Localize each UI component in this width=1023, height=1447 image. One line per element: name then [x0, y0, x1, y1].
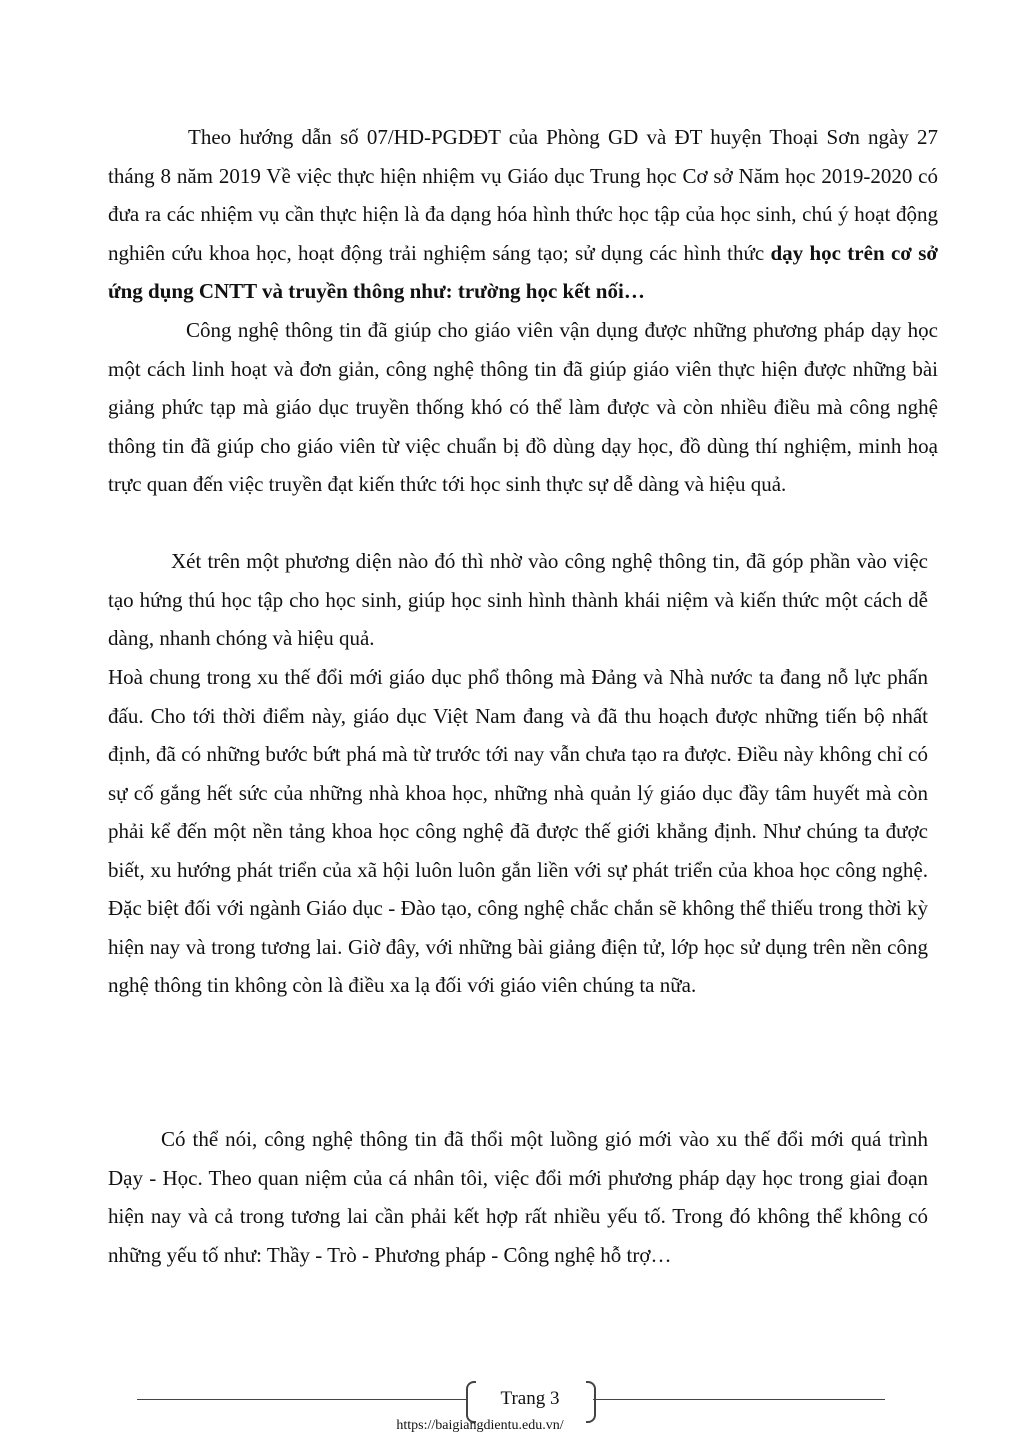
paragraph-2: Công nghệ thông tin đã giúp cho giáo viên vận dụng được những phương pháp dạy học một cách linh hoạt và đơn giản, công nghệ thông tin đã giúp giáo viên thực hiện được những bài giảng phức tạp mà giáo dục truyền thống khó có thể làm được và còn nhiều điều mà công nghệ thông tin đã giúp cho giáo viên từ việc chuẩn bị đồ dùng dạy học, đồ dùng thí nghiệm, minh hoạ trực quan đến việc truyền đạt kiến thức tới học sinh thực sự dễ dàng và hiệu quả. [108, 318, 938, 496]
paragraph-1-bold-text: dạy học trên cơ sở ứng dụng CNTT và truyền thông như: trường học kết nối… [108, 240, 939, 303]
paragraph-3: Xét trên một phương diện nào đó thì nhờ vào công nghệ thông tin, đã góp phần vào việc tạo hứng thú học tập cho học sinh, giúp học sinh hình thành khái niệm và kiến thức một cách dễ dàng, nhanh chóng và hiệu quả. [108, 549, 928, 650]
paragraph-1-text: Theo hướng dẫn số 07/HD-PGDĐT của Phòng GD và ĐT huyện Thoại Sơn ngày 27 tháng 8 năm 2019 Về việc thực hiện nhiệm vụ Giáo dục Trung học Cơ sở Năm học 2019-2020 có đưa ra các nhiệm vụ cần thực hiện là đa dạng hóa hình thức học tập của học sinh, chú ý hoạt động nghiên cứu khoa học, hoạt động trải nghiệm sáng tạo; sử dụng các hình thức [108, 125, 938, 265]
paragraph-5: Có thể nói, công nghệ thông tin đã thổi một luồng gió mới vào xu thế đổi mới quá trình Dạy - Học. Theo quan niệm của cá nhân tôi, việc đổi mới phương pháp dạy học trong giai đoạn hiện nay và cả trong tương lai cần phải kết hợp rất nhiều yếu tố. Trong đó không thể không có những yếu tố như: Thầy - Trò - Phương pháp - Công nghệ hỗ trợ… [108, 1127, 928, 1267]
footer-rule-left [137, 1399, 467, 1400]
footer-bracket-left [466, 1381, 476, 1423]
footer-url: https://baigiangdientu.edu.vn/ [396, 1418, 564, 1433]
footer-rule-right [593, 1399, 885, 1400]
paragraph-1 [108, 118, 938, 311]
page-number: Trang 3 [500, 1388, 560, 1409]
footer-bracket-right [586, 1381, 596, 1423]
paragraph-4: Hoà chung trong xu thế đổi mới giáo dục phổ thông mà Đảng và Nhà nước ta đang nỗ lực phấn đấu. Cho tới thời điểm này, giáo dục Việt Nam đang và đã thu hoạch được những tiến bộ nhất định, đã có những bước bứt phá mà từ trước tới nay vẫn chưa tạo ra được. Điều này không chỉ có sự cố gắng hết sức của những nhà khoa học, những nhà quản lý giáo dục đầy tâm huyết mà còn phải kể đến một nền tảng khoa học công nghệ đã được thế giới khẳng định. Như chúng ta được biết, xu hướng phát triển của xã hội luôn luôn gắn liền với sự phát triển của khoa học công nghệ. Đặc biệt đối với ngành Giáo dục - Đào tạo, công nghệ chắc chắn sẽ không thể thiếu trong thời kỳ hiện nay và trong tương lai. Giờ đây, với những bài giảng điện tử, lớp học sử dụng trên nền công nghệ thông tin không còn là điều xa lạ đối với giáo viên chúng ta nữa. [108, 665, 928, 997]
